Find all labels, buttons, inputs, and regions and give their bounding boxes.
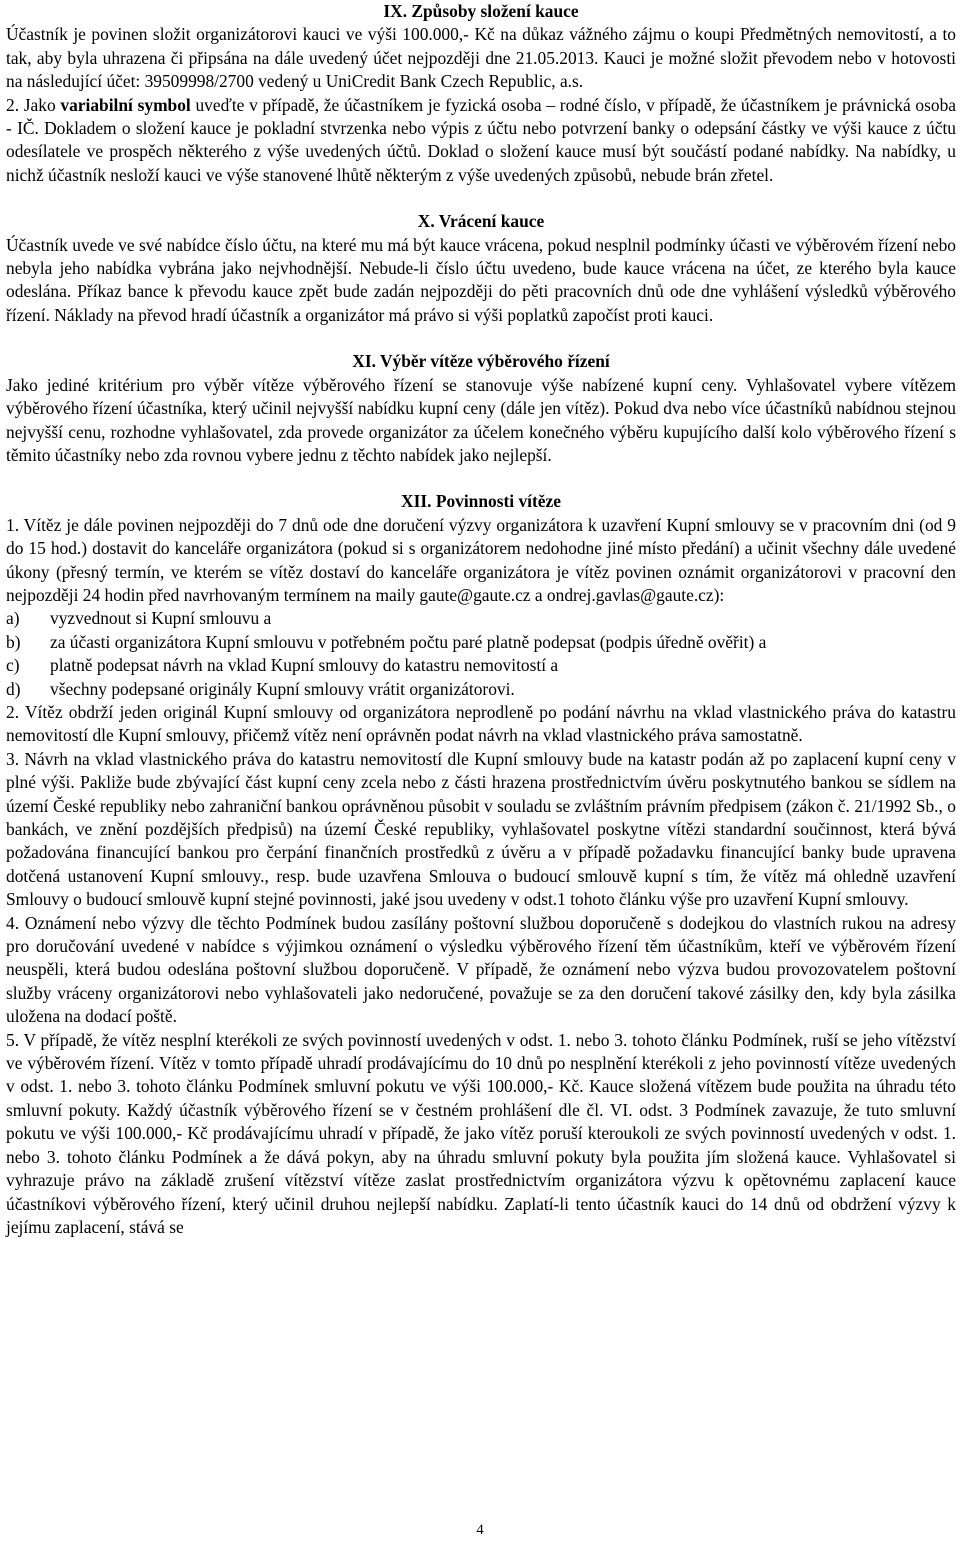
text-run: 2. Jako — [6, 94, 61, 115]
spacer — [6, 187, 956, 210]
text-run: uveďte v případě, že účastníkem je fyzická osoba – rodné číslo, v případě, že účastníkem je právnická osoba - IČ. Dokladem o složení kauce je pokladní stvrzenka nebo výpis z účtu nebo potvrzení banky o odepsání částky ve výši kauce z účtu odesílatele ve prospěch některého z výše uvedených účtů. Doklad o složení kauce musí být součástí podané nabídky. Na nabídky, u nichž účastník nesloží kauci ve výše stanovené lhůtě některým z výše uvedených způsobů, nebude brán zřetel. — [6, 94, 956, 185]
list-marker: a) — [6, 608, 20, 629]
paragraph-winner-duties-5: 5. V případě, že vítěz nesplní kterékoli ze svých povinností uvedených v odst. 1. nebo 3. tohoto článku Podmínek, ruší se jeho vítězství ve výběrovém řízení. Vítěz v tomto případě uhradí prodávajícímu do 10 dnů po nesplnění kterékoli z jeho povinností vítěze uvedených v odst. 1. nebo 3. tohoto článku Podmínek smluvní pokutu ve výši 100.000,- Kč. Kauce složená vítězem bude použita na úhradu této smluvní pokuty. Každý účastník výběrového řízení se v čestném prohlášení dle čl. VI. odst. 3 Podmínek zavazuje, že tuto smluvní pokutu ve výši 100.000,- Kč prodávajícímu uhradí v případě, že jako vítěz poruší kteroukoli ze svých povinností uvedených v odst. 1. nebo 3. tohoto článku Podmínek a že dává pokyn, aby na úhradu smluvní pokuty byla použita jím složená kauce. Vyhlašovatel si vyhrazuje právo na základě zrušení vítězství vítěze zaslat prostřednictvím organizátora výzvu k opětovnému zaplacení kauce účastníkovi výběrového řízení, který učinil druhou nejlepší nabídku. Zaplatí-li tento účastník kauci do 14 dnů od obdržení výzvy k jejímu zaplacení, stává se — [6, 1029, 956, 1237]
section-heading-xi: XI. Výběr vítěze výběrového řízení — [352, 351, 610, 372]
list-item-text: vyzvednout si Kupní smlouvu a — [50, 608, 272, 629]
section-heading-xii: XII. Povinnosti vítěze — [401, 491, 561, 512]
paragraph-deposit-return: Účastník uvede ve své nabídce číslo účtu, na které mu má být kauce vrácena, pokud nesplnil podmínky účasti ve výběrovém řízení nebo nebyla jeho nabídka vybrána jako nejvhodnější. Nebude-li číslo účtu uvedeno, bude kauce vrácena na účet, ze kterého byla kauce odeslána. Příkaz bance k převodu kauce zpět bude zadán nejpozději do pěti pracovních dnů ode dne vyhlášení výsledků výběrového řízení. Náklady na převod hradí účastník a organizátor má právo si výši poplatků započíst proti kauci. — [6, 234, 956, 325]
page-content — [6, 0, 956, 1239]
section-heading-ix: IX. Způsoby složení kauce — [383, 1, 579, 21]
paragraph-winner-duties-1: 1. Vítěz je dále povinen nejpozději do 7 dnů ode dne doručení výzvy organizátora k uzavření Kupní smlouvy se v pracovním dni (od 9 do 15 hod.) dostavit do kanceláře organizátora (pokud si s organizátorem nedohodne jiné místo předání) a učinit všechny dále uvedené úkony (přesný termín, ve kterém se vítěz dostaví do kanceláře organizátora je vítěz povinen oznámit organizátorovi v pracovní den nejpozději 24 hodin před navrhovaným termínem na maily gaute@gaute.cz a ondrej.gavlas@gaute.cz): — [6, 514, 956, 605]
list-item — [6, 631, 956, 654]
duties-list — [6, 607, 956, 701]
paragraph-winner-selection: Jako jediné kritérium pro výběr vítěze výběrového řízení se stanovuje výše nabízené kupní ceny. Vyhlašovatel vybere vítězem výběrového řízení účastníka, který učinil nejvyšší nabídku kupní ceny (dále jen vítěz). Pokud dva nebo více účastníků nabídnou stejnou nejvyšší cenu, rozhodne vyhlašovatel, zda provede organizátor za účelem konečného výběru kupujícího další kolo výběrového řízení s těmito účastníky nebo zda rovnou vybere jednu z těchto nabídek jako nejlepší. — [6, 374, 956, 465]
paragraph-winner-duties-3: 3. Návrh na vklad vlastnického práva do katastru nemovitostí dle Kupní smlouvy bude na katastr podán až po zaplacení kupní ceny v plné výši. Pakliže bude zbývající část kupní ceny zcela nebo z části hrazena prostřednictvím úvěru poskytnutého bankou se sídlem na území České republiky nebo zahraniční bankou oprávněnou působit v souladu se zvláštním právním předpisem (zákon č. 21/1992 Sb., o bankách, ve znění pozdějších předpisů) na území České republiky, vyhlašovatel poskytne vítězi standardní součinnost, která bývá požadována financující bankou pro čerpání finančních prostředků z úvěru a v případě požadavku financující banky bude upravena dotčená ustanovení Kupní smlouvy., resp. bude uzavřena Smlouva o budoucí smlouvě kupní s tím, že vítěz má ohledně uzavření Smlouvy o budoucí smlouvě kupní stejné povinnosti, jaké jsou uvedeny v odst.1 tohoto článku výše pro uzavření Kupní smlouvy. — [6, 748, 956, 910]
page-number: 4 — [476, 1522, 484, 1538]
paragraph-winner-duties-2: 2. Vítěz obdrží jeden originál Kupní smlouvy od organizátora neprodleně po podání návrhu na vklad vlastnického práva do katastru nemovitostí dle Kupní smlouvy, přičemž vítěz není oprávněn podat návrh na vklad vlastnického práva samostatně. — [6, 701, 956, 746]
section-heading-x: X. Vrácení kauce — [417, 211, 545, 232]
list-item — [6, 654, 956, 677]
spacer — [6, 467, 956, 490]
list-marker: b) — [6, 631, 21, 652]
paragraph-deposit-payment: Účastník je povinen složit organizátorovi kauci ve výši 100.000,- Kč na důkaz vážného zájmu o koupi Předmětných nemovitostí, a to tak, aby byla uhrazena či připsána na dále uvedený účet nejpozději dne 21.05.2013. Kauci je možné složit převodem nebo v hotovosti na následující účet: 39509998/2700 vedený u UniCredit Bank Czech Republic, a.s. — [6, 24, 956, 92]
list-item-text: platně podepsat návrh na vklad Kupní smlouvy do katastru nemovitostí a — [50, 655, 559, 676]
spacer — [6, 327, 956, 350]
list-marker: c) — [6, 655, 20, 676]
paragraph-winner-duties-4: 4. Oznámení nebo výzvy dle těchto Podmínek budou zasílány poštovní službou doporučeně s dodejkou do vlastních rukou na adresy pro doručování uvedené v nabídce s výjimkou oznámení o výsledku výběrového řízení těm účastníkům, kteří ve výběrovém řízení neuspěli, která budou odeslána poštovní službou doporučeně. V případě, že oznámení nebo výzva budou provozovatelem poštovní služby vráceny organizátorovi nebo vyhlašovateli jako nedoručené, považuje se za den doručení takové zásilky den, kdy byla zásilka uložena na dodací poště. — [6, 912, 956, 1027]
list-item-text: všechny podepsané originály Kupní smlouvy vrátit organizátorovi. — [50, 678, 515, 699]
bold-term-variable-symbol: variabilní symbol — [60, 94, 191, 115]
paragraph-variable-symbol — [6, 94, 956, 188]
list-item — [6, 607, 956, 630]
list-item-text: za účasti organizátora Kupní smlouvu v potřebném počtu paré platně podepsat (podpis úředně ověřit) a — [50, 631, 767, 652]
list-marker: d) — [6, 678, 21, 699]
list-item — [6, 678, 956, 701]
